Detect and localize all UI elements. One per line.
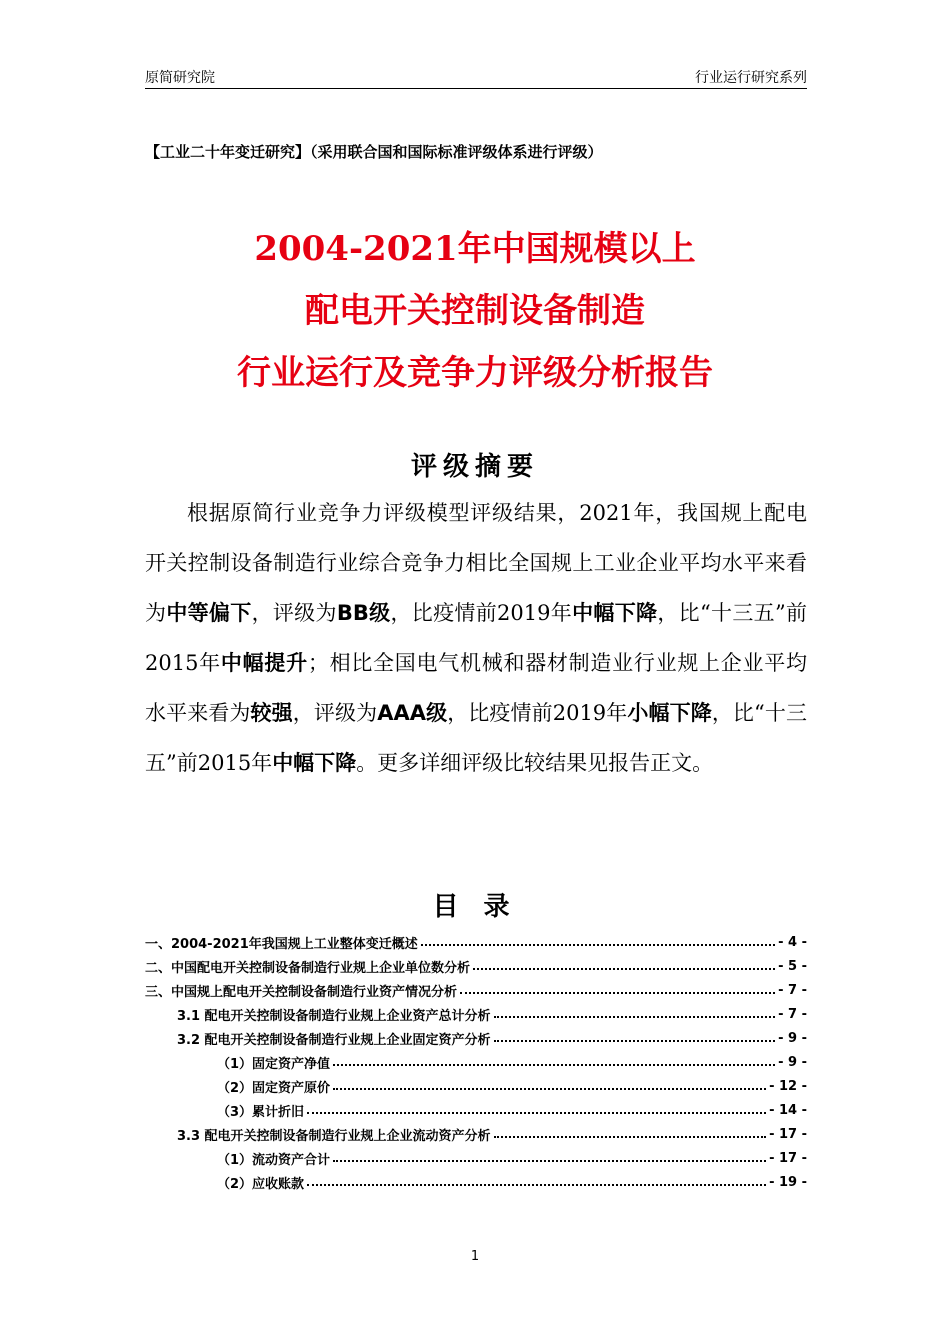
toc-leader xyxy=(333,1054,775,1066)
toc-leader xyxy=(333,1078,766,1090)
toc-entry-page: - 7 - xyxy=(778,982,807,998)
series-label: 【工业二十年变迁研究】（采用联合国和国际标准评级体系进行评级） xyxy=(145,143,603,161)
report-title xyxy=(0,218,950,404)
abstract-text: 根据原简行业竞争力评级模型评级结果，2021年，我国规上配电开关控制设备制造行业综合竞争力相比全国规上工业企业平均水平来看为 xyxy=(145,501,807,625)
abstract-emphasis: 中幅下降 xyxy=(572,601,658,625)
toc-entry-page: - 9 - xyxy=(778,1030,807,1046)
header-org: 原简研究院 xyxy=(145,70,215,86)
toc-entry-label: 3.3 配电开关控制设备制造行业规上企业流动资产分析 xyxy=(177,1128,491,1144)
toc-entry-page: - 17 - xyxy=(769,1150,807,1166)
toc-leader xyxy=(421,934,775,946)
abstract-emphasis: AAA级 xyxy=(377,701,448,725)
toc-entry-page: - 5 - xyxy=(778,958,807,974)
toc-entry-page: - 9 - xyxy=(778,1054,807,1070)
abstract-text: ，比疫情前2019年 xyxy=(447,701,628,725)
toc-entry[interactable] xyxy=(145,1122,807,1146)
toc-entry-label: （2）固定资产原价 xyxy=(217,1080,331,1096)
title-line-2: 配电开关控制设备制造 xyxy=(305,291,645,331)
toc-entry-page: - 4 - xyxy=(778,934,807,950)
toc-leader xyxy=(473,958,775,970)
toc-heading: 目 录 xyxy=(432,892,518,922)
table-of-contents xyxy=(145,930,807,1194)
abstract-text: ，比“十三五”前2015年 xyxy=(145,601,807,675)
toc-entry[interactable] xyxy=(145,1146,807,1170)
page-number: 1 xyxy=(470,1249,480,1264)
toc-entry[interactable] xyxy=(145,978,807,1002)
toc-entry-label: （1）固定资产净值 xyxy=(217,1056,331,1072)
abstract-paragraph xyxy=(145,488,807,788)
toc-entry[interactable] xyxy=(145,1074,807,1098)
toc-entry-page: - 17 - xyxy=(769,1126,807,1142)
toc-entry[interactable] xyxy=(145,930,807,954)
toc-leader xyxy=(307,1174,766,1186)
abstract-emphasis: 小幅下降 xyxy=(627,701,712,725)
abstract-emphasis: 中幅下降 xyxy=(272,751,357,775)
toc-entry-label: 3.2 配电开关控制设备制造行业规上企业固定资产分析 xyxy=(177,1032,491,1048)
abstract-text: 。更多详细评级比较结果见报告正文。 xyxy=(356,751,714,775)
title-line-1: 2004-2021年中国规模以上 xyxy=(254,229,696,269)
toc-leader xyxy=(460,982,775,994)
title-line-3: 行业运行及竞争力评级分析报告 xyxy=(237,353,713,393)
toc-entry-page: - 12 - xyxy=(769,1078,807,1094)
toc-leader xyxy=(494,1126,767,1138)
toc-entry-label: 一、2004-2021年我国规上工业整体变迁概述 xyxy=(145,936,418,952)
toc-entry[interactable] xyxy=(145,1050,807,1074)
toc-entry-label: 3.1 配电开关控制设备制造行业规上企业资产总计分析 xyxy=(177,1008,491,1024)
toc-entry[interactable] xyxy=(145,1002,807,1026)
toc-leader xyxy=(494,1006,776,1018)
toc-entry-label: 三、中国规上配电开关控制设备制造行业资产情况分析 xyxy=(145,984,458,1000)
toc-entry[interactable] xyxy=(145,954,807,978)
abstract-heading: 评级摘要 xyxy=(410,452,539,482)
toc-entry-page: - 7 - xyxy=(778,1006,807,1022)
toc-entry[interactable] xyxy=(145,1026,807,1050)
toc-entry-label: （2）应收账款 xyxy=(217,1176,305,1192)
toc-entry-label: 二、中国配电开关控制设备制造行业规上企业单位数分析 xyxy=(145,960,471,976)
header-series: 行业运行研究系列 xyxy=(695,70,807,86)
toc-entry-page: - 14 - xyxy=(769,1102,807,1118)
toc-leader xyxy=(494,1030,776,1042)
abstract-emphasis: 较强 xyxy=(250,701,293,725)
abstract-text: ，评级为 xyxy=(292,701,378,725)
toc-entry[interactable] xyxy=(145,1170,807,1194)
abstract-emphasis: 中等偏下 xyxy=(166,601,252,625)
toc-leader xyxy=(307,1102,766,1114)
abstract-text: ，评级为 xyxy=(251,601,337,625)
toc-entry-label: （3）累计折旧 xyxy=(217,1104,305,1120)
abstract-text: ，比疫情前2019年 xyxy=(390,601,573,625)
toc-entry-label: （1）流动资产合计 xyxy=(217,1152,331,1168)
abstract-text: ；相比全国电气机械和器材制造业行业规上企业平均水平来看为 xyxy=(145,651,808,725)
abstract-emphasis: 中幅提升 xyxy=(220,651,308,675)
abstract-text: ，比“十三五”前2015年 xyxy=(145,701,807,775)
toc-entry[interactable] xyxy=(145,1098,807,1122)
toc-entry-page: - 19 - xyxy=(769,1174,807,1190)
toc-leader xyxy=(333,1150,766,1162)
abstract-emphasis: BB级 xyxy=(336,601,391,625)
page-header xyxy=(145,64,807,89)
